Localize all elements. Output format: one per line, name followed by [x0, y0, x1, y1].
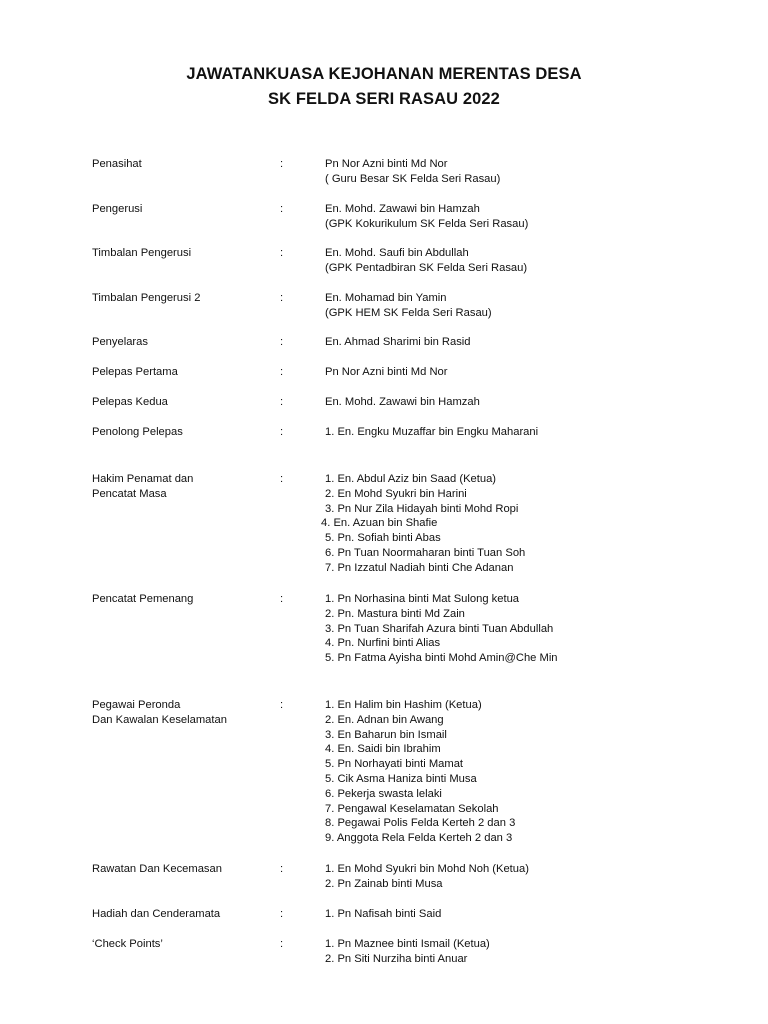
- section-label: Penyelaras: [92, 336, 148, 348]
- member-entry: 7. Pengawal Keselamatan Sekolah: [325, 802, 499, 815]
- member-entry: 4. Pn. Nurfini binti Alias: [325, 637, 441, 650]
- member-entry: Pn Nor Azni binti Md Nor: [325, 366, 448, 378]
- section-separator: :: [280, 203, 284, 215]
- member-entry: En. Mohamad bin Yamin: [325, 292, 447, 304]
- member-entry: 3. En Baharun bin Ismail: [325, 728, 447, 741]
- member-entry: 4. En. Azuan bin Shafie: [321, 517, 438, 530]
- document-title-line-1: JAWATANKUASA KEJOHANAN MERENTAS DESA: [186, 65, 582, 83]
- member-entry: 2. En. Adnan bin Awang: [325, 713, 444, 726]
- section-separator: :: [280, 908, 284, 920]
- section-label: Timbalan Pengerusi: [92, 247, 192, 259]
- member-entry: 1. En Mohd Syukri bin Mohd Noh (Ketua): [325, 863, 529, 875]
- section-separator: :: [280, 863, 284, 875]
- member-entry: En. Mohd. Saufi bin Abdullah: [325, 247, 469, 259]
- section-label: Pengerusi: [92, 203, 143, 215]
- member-entry: (GPK Pentadbiran SK Felda Seri Rasau): [325, 261, 528, 274]
- section-label: Pelepas Pertama: [92, 366, 178, 378]
- section-label: Pelepas Kedua: [92, 396, 168, 408]
- section-separator: :: [280, 158, 284, 170]
- section-label: Hakim Penamat dan: [92, 473, 194, 485]
- section-label: Penolong Pelepas: [92, 426, 183, 438]
- member-entry: 1. Pn Norhasina binti Mat Sulong ketua: [325, 593, 520, 605]
- section-separator: :: [280, 396, 284, 408]
- section-label: Penasihat: [92, 158, 142, 170]
- member-entry: 8. Pegawai Polis Felda Kerteh 2 dan 3: [325, 817, 516, 830]
- section-separator: :: [280, 292, 284, 304]
- member-entry: 5. Pn. Sofiah binti Abas: [325, 532, 441, 545]
- section-separator: :: [280, 426, 284, 438]
- section-separator: :: [280, 366, 284, 378]
- section-label: Pencatat Masa: [92, 487, 167, 500]
- member-entry: ( Guru Besar SK Felda Seri Rasau): [325, 172, 501, 185]
- member-entry: Pn Nor Azni binti Md Nor: [325, 158, 448, 170]
- section-separator: :: [280, 699, 284, 711]
- section-label: Hadiah dan Cenderamata: [92, 908, 221, 920]
- member-entry: En. Mohd. Zawawi bin Hamzah: [325, 203, 480, 215]
- member-entry: 2. Pn Siti Nurziha binti Anuar: [325, 952, 468, 965]
- section-separator: :: [280, 473, 284, 485]
- member-entry: 1. En. Abdul Aziz bin Saad (Ketua): [325, 473, 497, 485]
- section-label: Rawatan Dan Kecemasan: [92, 863, 222, 875]
- member-entry: 3. Pn Tuan Sharifah Azura binti Tuan Abdullah: [325, 622, 554, 635]
- member-entry: 3. Pn Nur Zila Hidayah binti Mohd Ropi: [325, 502, 519, 515]
- member-entry: En. Mohd. Zawawi bin Hamzah: [325, 396, 480, 408]
- member-entry: 2. En Mohd Syukri bin Harini: [325, 487, 467, 500]
- member-entry: 2. Pn. Mastura binti Md Zain: [325, 607, 465, 620]
- section-separator: :: [280, 247, 284, 259]
- member-entry: 1. Pn Nafisah binti Said: [325, 908, 442, 920]
- member-entry: 1. Pn Maznee binti Ismail (Ketua): [325, 938, 490, 950]
- member-entry: 9. Anggota Rela Felda Kerteh 2 dan 3: [325, 832, 513, 845]
- member-entry: 4. En. Saidi bin Ibrahim: [325, 743, 441, 756]
- section-label: Pencatat Pemenang: [92, 593, 194, 605]
- section-separator: :: [280, 336, 284, 348]
- section-label: Dan Kawalan Keselamatan: [92, 713, 227, 726]
- section-label: Timbalan Pengerusi 2: [92, 292, 201, 304]
- document-title-line-2: SK FELDA SERI RASAU 2022: [268, 90, 500, 108]
- section-label: ‘Check Points’: [92, 938, 163, 950]
- member-entry: 1. En Halim bin Hashim (Ketua): [325, 699, 482, 711]
- member-entry: 2. Pn Zainab binti Musa: [325, 877, 443, 890]
- member-entry: 6. Pekerja swasta lelaki: [325, 787, 442, 800]
- member-entry: 5. Pn Norhayati binti Mamat: [325, 758, 464, 771]
- member-entry: 5. Pn Fatma Ayisha binti Mohd Amin@Che Min: [325, 652, 558, 665]
- section-separator: :: [280, 938, 284, 950]
- member-entry: (GPK HEM SK Felda Seri Rasau): [325, 306, 492, 319]
- member-entry: 1. En. Engku Muzaffar bin Engku Maharani: [325, 426, 539, 438]
- member-entry: 6. Pn Tuan Noormaharan binti Tuan Soh: [325, 547, 526, 559]
- section-separator: :: [280, 593, 284, 605]
- member-entry: En. Ahmad Sharimi bin Rasid: [325, 336, 471, 348]
- member-entry: 7. Pn Izzatul Nadiah binti Che Adanan: [325, 561, 514, 574]
- member-entry: (GPK Kokurikulum SK Felda Seri Rasau): [325, 217, 529, 230]
- member-entry: 5. Cik Asma Haniza binti Musa: [325, 773, 477, 785]
- section-label: Pegawai Peronda: [92, 699, 181, 711]
